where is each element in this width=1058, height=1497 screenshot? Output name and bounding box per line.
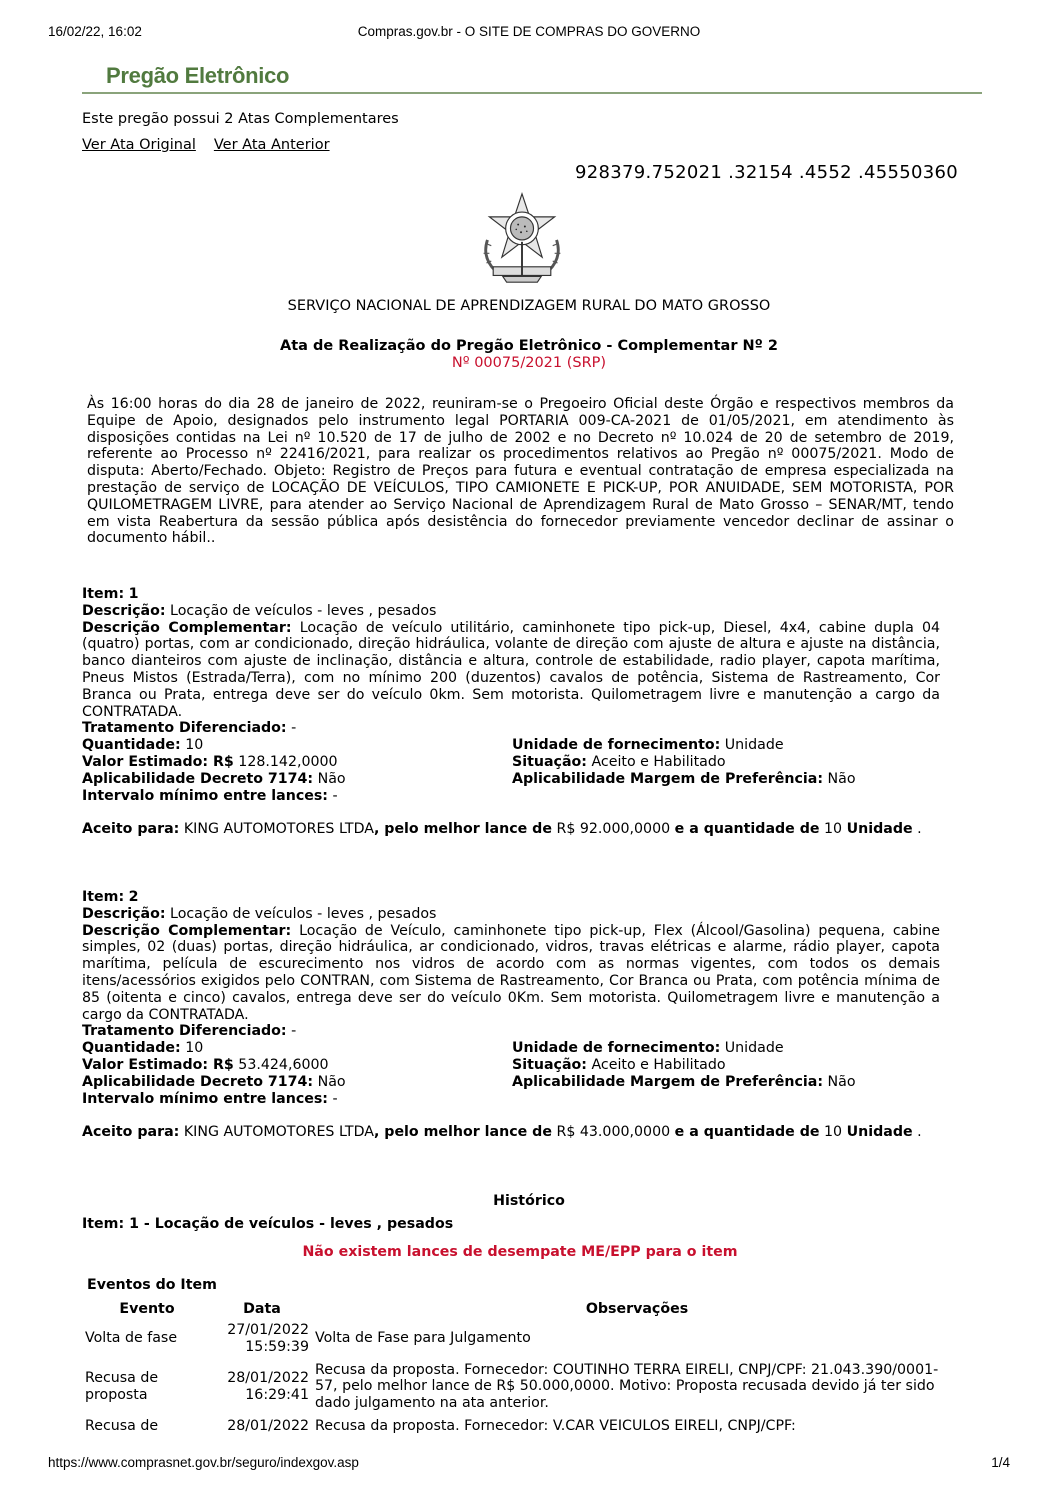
item-tratamento-line	[82, 720, 940, 737]
item-lance: R$ 43.000,0000	[556, 1124, 671, 1141]
label-e-quantidade: e a quantidade de	[674, 821, 820, 838]
label-aceito-para: Aceito para:	[82, 1124, 180, 1141]
data-cell	[212, 1319, 312, 1359]
label-unidade-fornecimento: Unidade de fornecimento:	[512, 1040, 721, 1057]
label-pelo-melhor-lance: , pelo melhor lance de	[373, 821, 552, 838]
item-aceito-line	[82, 821, 940, 838]
item-valor-estimado: 53.424,6000	[238, 1056, 329, 1073]
item-number-line	[82, 889, 940, 906]
label-pelo-melhor-lance: , pelo melhor lance de	[373, 1124, 552, 1141]
evento-cell: Volta de fase	[85, 1330, 178, 1347]
label-item: Item:	[82, 889, 125, 905]
item-tratamento: -	[291, 1023, 297, 1040]
historico-title: Histórico	[493, 1193, 565, 1209]
item-descricao: Locação de veículos - leves , pesados	[170, 602, 437, 619]
date-value: 27/01/2022	[227, 1322, 309, 1338]
label-margem: Aplicabilidade Margem de Preferência:	[512, 770, 823, 787]
column-header-observacoes: Observações	[585, 1300, 689, 1317]
print-url: https://www.comprasnet.gov.br/seguro/indexgov.asp	[48, 1455, 359, 1470]
item-intervalo: -	[332, 1090, 338, 1107]
item-tratamento-line	[82, 1023, 940, 1040]
item-decreto: Não	[317, 1073, 346, 1090]
label-intervalo: Intervalo mínimo entre lances:	[82, 1090, 328, 1107]
label-valor-estimado: Valor Estimado: R$	[82, 1056, 234, 1073]
item-descricao-line	[82, 603, 940, 620]
item-margem: Não	[827, 1073, 856, 1090]
label-tratamento: Tratamento Diferenciado:	[82, 1023, 287, 1040]
label-quantidade: Quantidade:	[82, 737, 181, 754]
item-descricao-complementar-line	[82, 620, 940, 721]
organization-name: SERVIÇO NACIONAL DE APRENDIZAGEM RURAL DO MATO GROSSO	[287, 298, 771, 314]
column-header-evento: Evento	[119, 1300, 175, 1317]
print-header	[0, 24, 1058, 44]
label-descricao: Descrição:	[82, 905, 166, 922]
print-footer	[0, 1455, 1058, 1475]
item-details-grid	[82, 737, 940, 804]
label-decreto: Aplicabilidade Decreto 7174:	[82, 1073, 314, 1090]
label-unidade: Unidade	[846, 1124, 913, 1141]
label-e-quantidade: e a quantidade de	[674, 1124, 820, 1141]
evento-cell: Recusa de proposta	[85, 1369, 159, 1403]
label-decreto: Aplicabilidade Decreto 7174:	[82, 770, 314, 787]
date-value: 28/01/2022	[227, 1369, 309, 1386]
link-ata-anterior[interactable]: Ver Ata Anterior	[213, 137, 330, 153]
item-number-line	[82, 586, 940, 603]
table-row	[82, 1319, 962, 1359]
item-number: 2	[128, 889, 139, 905]
coat-of-arms-icon	[474, 188, 570, 288]
item-aceito-line	[82, 1124, 940, 1141]
item-aceito-fornecedor: KING AUTOMOTORES LTDA	[183, 821, 374, 838]
column-header-data: Data	[243, 1300, 281, 1317]
ata-title: Ata de Realização do Pregão Eletrônico - Complementar Nº 2	[279, 338, 778, 354]
item-aceito-quantidade: 10	[824, 821, 843, 838]
item-quantidade: 10	[185, 737, 204, 754]
label-descricao-complementar: Descrição Complementar:	[82, 922, 292, 939]
item-descricao-complementar: Locação de Veículo, caminhonete tipo pick-up, Flex (Álcool/Gasolina) pequena, cabine simples, 02 (duas) portas, direção hidráulica, ar condicionado, vidros, travas elétricas e alarme, rádio player, capota marítima, película de escurecimento nos vidros de acordo com as normas vigentes, com todos os demais itens/acessórios exigidos pelo CONTRAN, com Sistema de Rastreamento, Cor Branca ou Prata, com potência mínima de 85 (oitenta e cinco) cavalos, entrega deve ser do veículo 0Km. Sem motorista. Quilometragem livre e manutenção a cargo da CONTRATADA.	[82, 922, 940, 1023]
time-value: 15:59:39	[245, 1338, 309, 1355]
item-intervalo: -	[332, 787, 338, 804]
label-margem: Aplicabilidade Margem de Preferência:	[512, 1073, 823, 1090]
item-tratamento: -	[291, 720, 297, 737]
item-aceito-quantidade: 10	[824, 1124, 843, 1141]
item-number: 1	[128, 586, 139, 602]
label-valor-estimado: Valor Estimado: R$	[82, 753, 234, 770]
item-descricao-complementar-line	[82, 923, 940, 1024]
item-unidade-fornecimento: Unidade	[724, 1040, 784, 1057]
label-tratamento: Tratamento Diferenciado:	[82, 720, 287, 737]
item-lance: R$ 92.000,0000	[556, 821, 671, 838]
label-descricao: Descrição:	[82, 602, 166, 619]
label-aceito-para: Aceito para:	[82, 821, 180, 838]
table-header-row	[82, 1299, 962, 1319]
item-unidade-fornecimento: Unidade	[724, 737, 784, 754]
table-row	[82, 1359, 962, 1415]
print-datetime: 16/02/22, 16:02	[48, 24, 142, 39]
item-descricao-complementar: Locação de veículo utilitário, caminhonete tipo pick-up, Diesel, 4x4, cabine dupla 04 (quatro) portas, com ar condicionado, direção hidráulica, volante de direção com ajuste de altura e ajuste na distância, banco dianteiros com ajuste de inclinação, distância e altura, controle de estabilidade, radio player, capota marítima, Pneus Mistos (Estrada/Terra), com no mínimo 200 (duzentos) cavalos de potência, Sistema de Rastreamento, Cor Branca ou Prata, entrega deve ser do veículo 0km. Sem motorista. Quilometragem livre e manutenção a cargo da CONTRATADA.	[82, 619, 941, 720]
item-unidade-suffix: .	[912, 821, 922, 838]
label-unidade: Unidade	[846, 821, 913, 838]
item-aceito-fornecedor: KING AUTOMOTORES LTDA	[183, 1124, 374, 1141]
section-title: Pregão Eletrônico	[106, 63, 290, 88]
data-cell	[212, 1415, 312, 1438]
eventos-label: Eventos do Item	[87, 1277, 217, 1293]
item-margem: Não	[827, 770, 856, 787]
item-valor-estimado: 128.142,0000	[238, 753, 338, 770]
item-descricao: Locação de veículos - leves , pesados	[170, 905, 437, 922]
data-cell	[212, 1359, 312, 1415]
atas-links	[82, 137, 330, 153]
item-decreto: Não	[317, 770, 346, 787]
intro-paragraph: Às 16:00 horas do dia 28 de janeiro de 2022, reuniram-se o Pregoeiro Oficial deste Órgão e respectivos membros da Equipe de Apoio, designados pelo instrumento legal PORTARIA 009-CA-2021 de 01/05/2021, em atendimento às disposições contidas na Lei nº 10.520 de 17 de julho de 2002 e no Decreto nº 10.024 de 20 de setembro de 2019, referente ao Processo nº 22416/2021, para realizar os procedimentos relativos ao Pregão nº 00075/2021. Modo de disputa: Aberto/Fechado. Objeto: Registro de Preços para futura e eventual contratação de empresa especializada na prestação de serviço de LOCAÇÃO DE VEÍCULOS, TIPO CAMIONETE E PICK-UP, POR ANUIDADE, SEM MOTORISTA, POR QUILOMETRAGEM LIVRE, para atender ao Serviço Nacional de Aprendizagem Rural de Mato Grosso – SENAR/MT, tendo em vista Reabertura da sessão pública após desistência do fornecedor previamente vencedor declinar de assinar o documento hábil..	[87, 396, 954, 547]
item-details-grid	[82, 1040, 940, 1107]
item-block	[82, 889, 940, 1141]
label-intervalo: Intervalo mínimo entre lances:	[82, 787, 328, 804]
label-item: Item:	[82, 586, 125, 602]
time-value: 16:29:41	[245, 1386, 309, 1403]
item-block	[82, 586, 940, 838]
evento-cell: Recusa de	[85, 1417, 159, 1434]
print-page-number: 1/4	[991, 1455, 1010, 1470]
historico-note: Não existem lances de desempate ME/EPP para o item	[302, 1244, 738, 1260]
ata-number: Nº 00075/2021 (SRP)	[451, 355, 607, 371]
item-unidade-suffix: .	[912, 1124, 922, 1141]
document-id: 928379.752021 .32154 .4552 .45550360	[575, 162, 958, 183]
label-situacao: Situação:	[512, 753, 587, 770]
observacoes-cell: Recusa da proposta. Fornecedor: COUTINHO TERRA EIRELI, CNPJ/CPF: 21.043.390/0001-57, pelo melhor lance de R$ 50.000,0000. Motivo: Proposta recusada devido já ter sido dado julgamento na ata anterior.	[315, 1361, 939, 1412]
title-divider	[82, 92, 982, 94]
label-situacao: Situação:	[512, 1056, 587, 1073]
date-value: 28/01/2022	[227, 1417, 309, 1434]
item-situacao: Aceito e Habilitado	[591, 1056, 726, 1073]
label-descricao-complementar: Descrição Complementar:	[82, 619, 292, 636]
historico-item-heading: Item: 1 - Locação de veículos - leves , pesados	[82, 1216, 454, 1232]
observacoes-cell: Volta de Fase para Julgamento	[315, 1330, 531, 1347]
item-situacao: Aceito e Habilitado	[591, 753, 726, 770]
item-quantidade: 10	[185, 1040, 204, 1057]
link-ata-original[interactable]: Ver Ata Original	[82, 137, 196, 153]
table-row	[82, 1415, 962, 1438]
atas-info: Este pregão possui 2 Atas Complementares	[82, 111, 399, 127]
observacoes-cell: Recusa da proposta. Fornecedor: V.CAR VEICULOS EIRELI, CNPJ/CPF:	[315, 1417, 796, 1434]
label-quantidade: Quantidade:	[82, 1040, 181, 1057]
eventos-table	[82, 1299, 962, 1438]
print-page-title: Compras.gov.br - O SITE DE COMPRAS DO GOVERNO	[357, 24, 701, 39]
label-unidade-fornecimento: Unidade de fornecimento:	[512, 737, 721, 754]
item-descricao-line	[82, 906, 940, 923]
